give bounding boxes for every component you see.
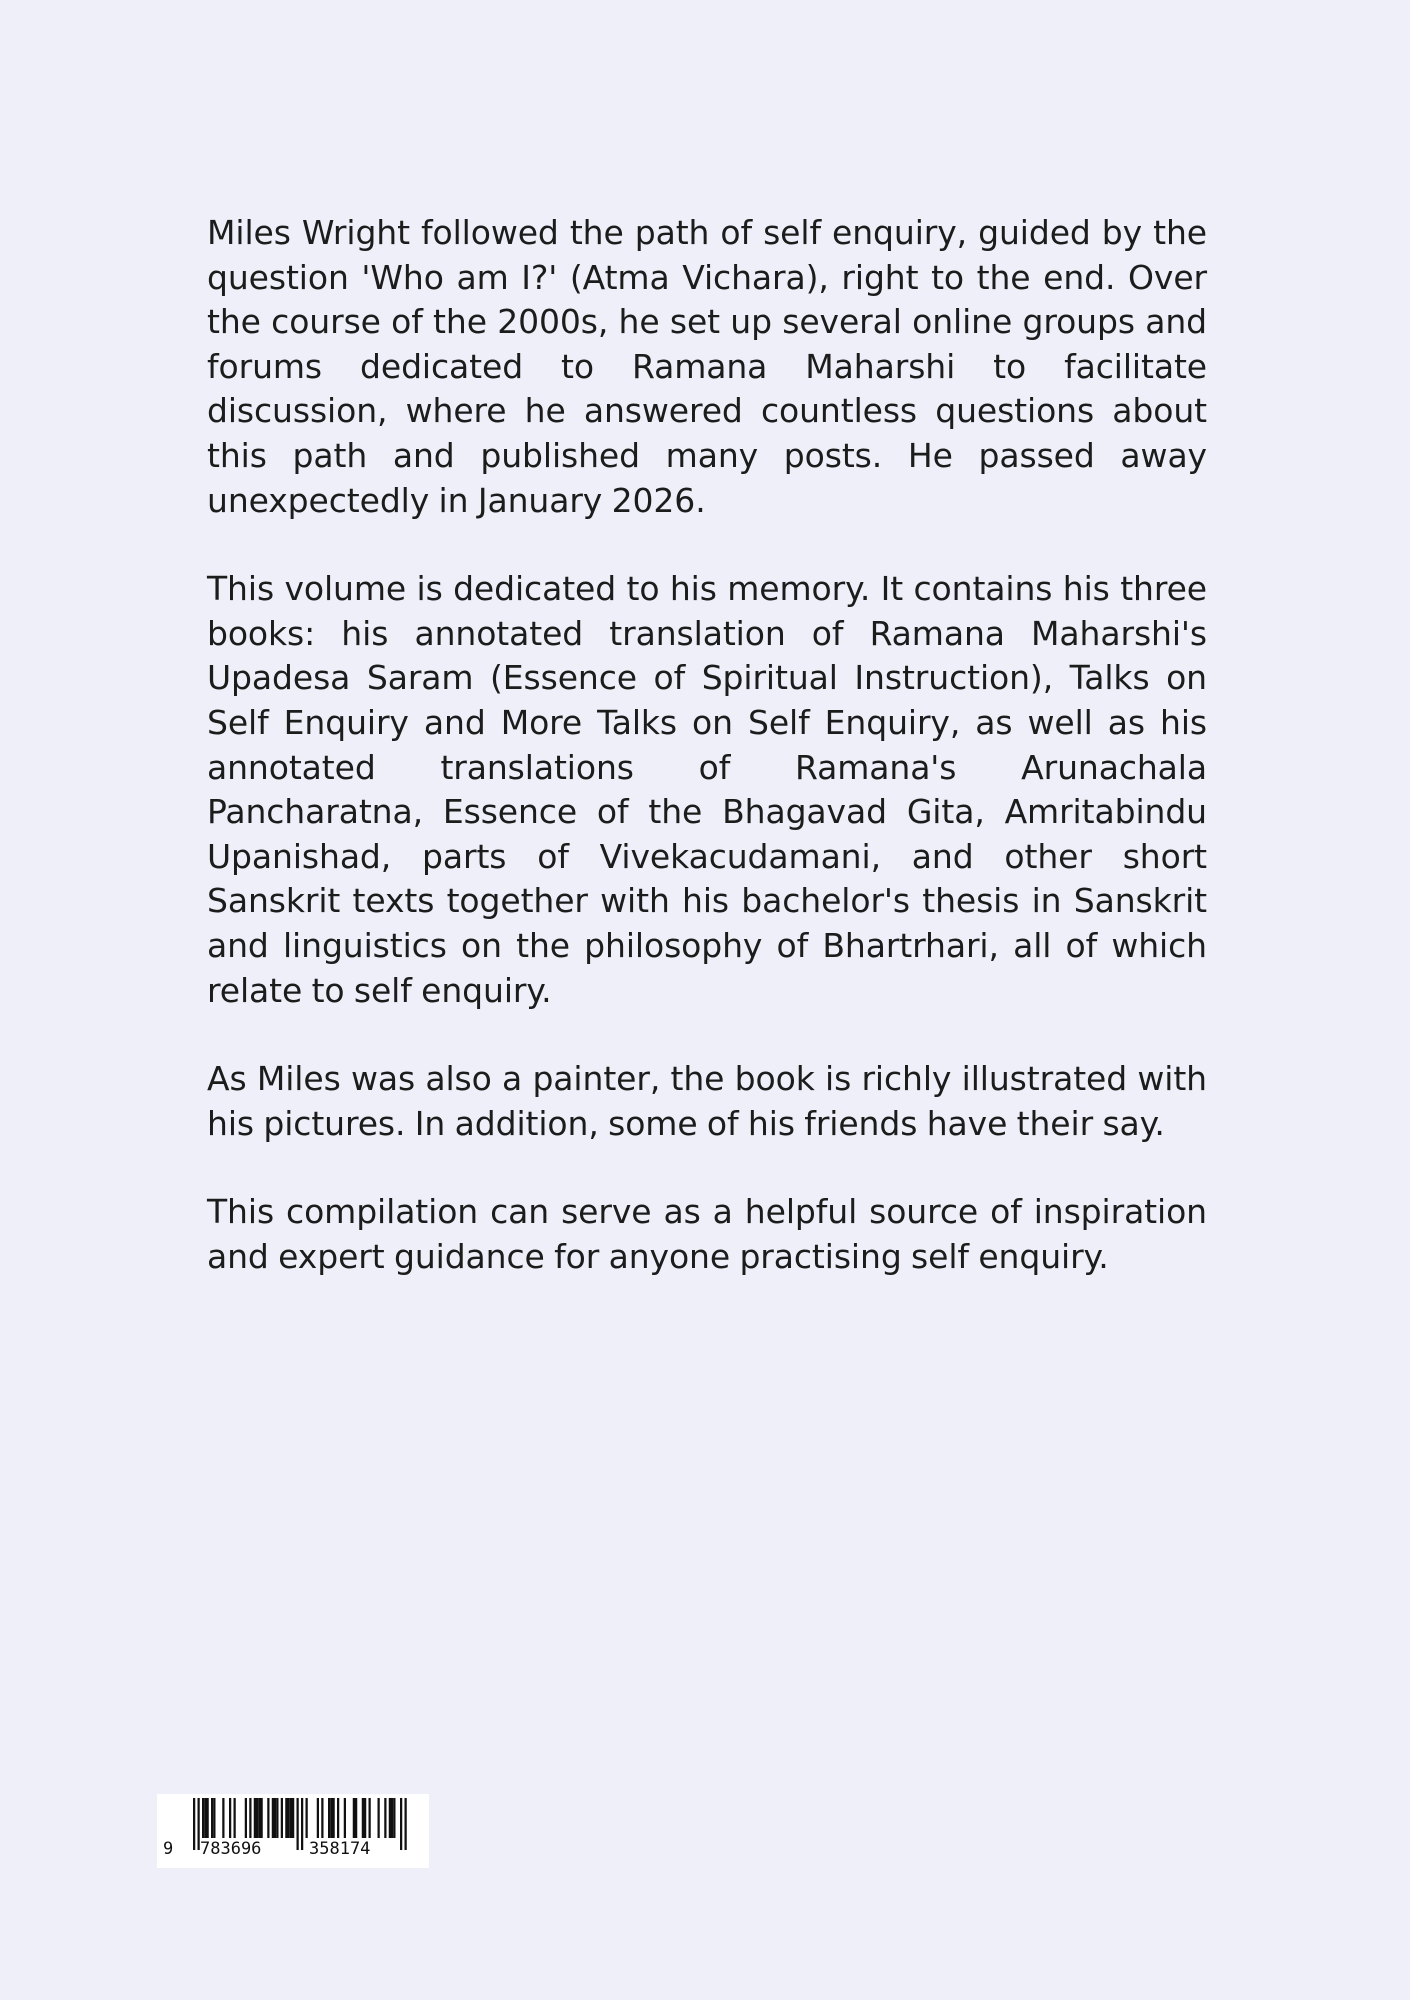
barcode-bar <box>384 1798 386 1838</box>
barcode-bar <box>204 1798 206 1838</box>
barcode-bar <box>355 1798 357 1838</box>
blurb-text <box>207 211 1207 1323</box>
barcode-bar <box>391 1798 393 1838</box>
barcode-bar <box>362 1798 364 1838</box>
barcode-bar <box>330 1798 332 1838</box>
barcode-bar <box>256 1798 258 1838</box>
barcode-bar <box>249 1798 251 1838</box>
barcode-bar <box>321 1798 323 1838</box>
barcode-bar <box>306 1798 308 1838</box>
barcode-bar <box>211 1798 213 1838</box>
barcode-bar <box>234 1798 236 1838</box>
blurb-paragraph-3: As Miles was also a painter, the book is richly illustrated with his pictures. In addition, some of his friends have their say. <box>207 1059 1207 1143</box>
isbn-barcode <box>157 1794 429 1868</box>
barcode-bar <box>333 1798 335 1838</box>
barcode-graphic <box>157 1794 429 1868</box>
barcode-bar <box>297 1798 299 1850</box>
barcode-bar <box>245 1798 247 1838</box>
barcode-bar <box>222 1798 224 1838</box>
barcode-bar <box>193 1798 195 1850</box>
barcode-bar <box>290 1798 292 1838</box>
barcode-bar <box>301 1798 303 1850</box>
barcode-bar <box>400 1798 402 1850</box>
barcode-bar <box>272 1798 274 1838</box>
barcode-bar <box>317 1798 319 1838</box>
barcode-bar <box>344 1798 346 1838</box>
barcode-bar <box>229 1798 231 1838</box>
barcode-bar <box>285 1798 287 1838</box>
barcode-bar <box>369 1798 371 1838</box>
blurb-paragraph-4: This compilation can serve as a helpful source of inspiration and expert guidance for anyone practising self enquiry. <box>207 1192 1207 1276</box>
barcode-bar <box>389 1798 391 1838</box>
barcode-bar <box>393 1798 395 1838</box>
barcode-bar <box>274 1798 276 1838</box>
barcode-bar <box>364 1798 366 1838</box>
barcode-bar <box>276 1798 278 1838</box>
barcode-bar <box>292 1798 294 1838</box>
barcode-bar <box>353 1798 355 1838</box>
barcode-bar <box>213 1798 215 1838</box>
barcode-bar <box>254 1798 256 1838</box>
barcode-bar <box>202 1798 204 1838</box>
barcode-bar <box>261 1798 263 1838</box>
barcode-left-digits: 783696 <box>200 1839 262 1859</box>
barcode-bar <box>267 1798 269 1838</box>
blurb-paragraph-1: Miles Wright followed the path of self enquiry, guided by the question 'Who am I?' (Atma Vichara), right to the end. Over the course of the 2000s, he set up several online groups and forums dedicated to Ramana Maharshi to facilitate discussion, where he answered countless questions about this path and published many posts. He passed away unexpectedly in January 2026. <box>207 213 1207 520</box>
barcode-bar <box>337 1798 339 1838</box>
barcode-bar <box>378 1798 380 1838</box>
barcode-right-digits: 358174 <box>309 1839 371 1859</box>
barcode-bar <box>258 1798 260 1838</box>
barcode-bar <box>328 1798 330 1838</box>
blurb-paragraph-2: This volume is dedicated to his memory. It contains his three books: his annotated translation of Ramana Maharshi's Upadesa Saram (Essence of Spiritual Instruction), Talks on Self Enquiry and More Talks on Self Enquiry, as well as his annotated translations of Ramana's Arunachala Pancharatna, Essence of the Bhagavad Gita, Amritabindu Upanishad, parts of Vivekacudamani, and other short Sanskrit texts together with his bachelor's thesis in Sanskrit and linguistics on the philosophy of Bhartrhari, all of which relate to self enquiry. <box>207 569 1207 1010</box>
barcode-bar <box>207 1798 209 1838</box>
barcode-bar <box>281 1798 283 1838</box>
barcode-bar <box>288 1798 290 1838</box>
barcode-lead-digit: 9 <box>163 1839 174 1859</box>
barcode-bar <box>405 1798 407 1850</box>
